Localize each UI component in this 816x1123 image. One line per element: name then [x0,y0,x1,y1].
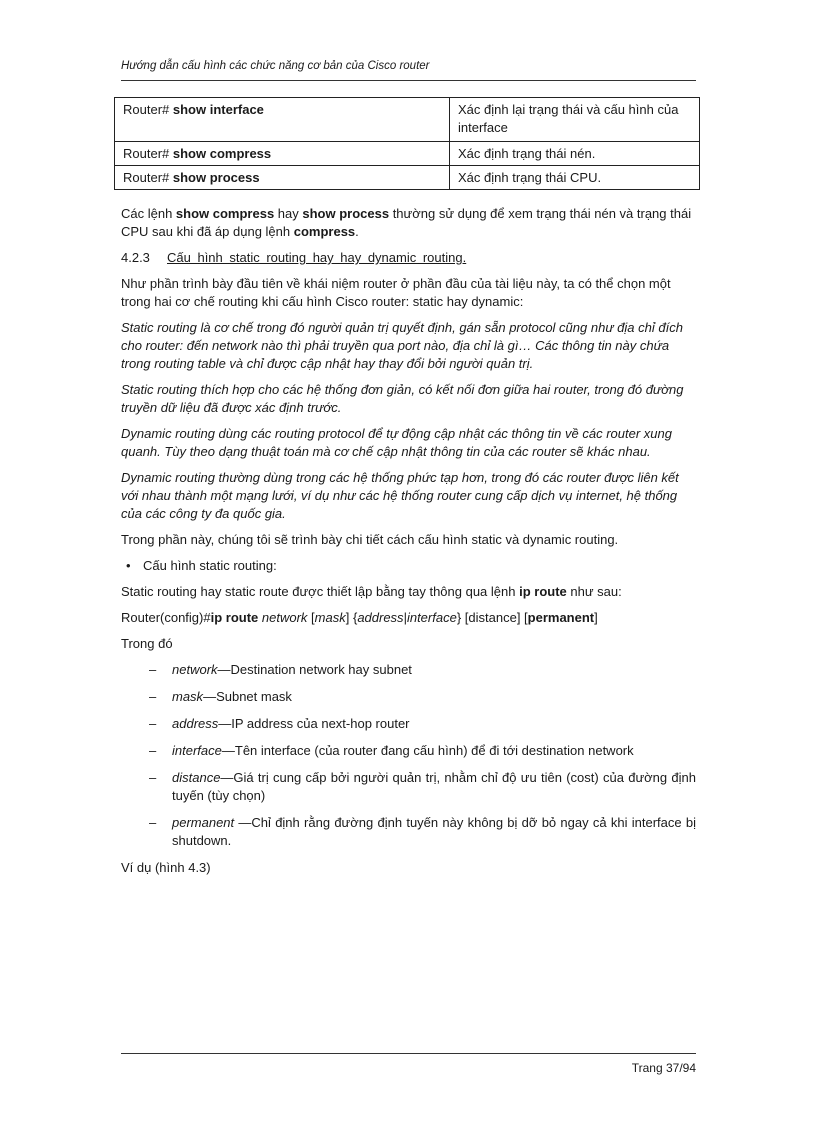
paragraph-example: Ví dụ (hình 4.3) [121,860,211,875]
paragraph-static-use: Static routing thích hợp cho các hệ thống đơn giản, có kết nối đơn giữa hai router, trong đó đường truyền dữ liệu đã được xác định trước. [121,382,684,415]
param-item: – distance—Giá trị cung cấp bởi người quản trị, nhằm chỉ độ ưu tiên (cost) của đường định tuyến (tùy chọn) [149,770,696,803]
command-prefix: Router# [123,170,173,185]
param-item: – permanent —Chỉ định rằng đường định tuyến này không bị dỡ bỏ ngay cả khi interface bị shutdown. [149,815,696,848]
command-cell [115,98,450,142]
paragraph-dynamic-routing: Dynamic routing dùng các routing protocol để tự động cập nhật các thông tin về các router xung quanh. Tùy theo dạng thuật toán mà cơ chế cập nhật thông tin của các router sẽ khác nhau. [121,426,672,459]
param-item: – mask—Subnet mask [149,689,292,704]
dash-icon: – [149,689,157,704]
section-heading [121,249,696,267]
paragraph-show-commands: Các lệnh show compress hay show process thường sử dụng để xem trạng thái nén và trạng thái CPU sau khi đã áp dụng lệnh compress. [121,206,692,239]
syntax-line: Router(config)#ip route network [mask] {address|interface} [distance] [permanent] [121,610,598,625]
paragraph-intro: Như phần trình bày đầu tiên về khái niệm router ở phần đầu của tài liệu này, ta có thể chọn một trong hai cơ chế routing khi cấu hình Cisco router: static hay dynamic: [121,276,671,309]
command-prefix: Router# [123,146,173,161]
table-row [115,142,700,166]
dash-icon: – [149,815,157,830]
description-cell: Xác định lại trạng thái và cấu hình của interface [450,98,700,142]
command-name: show compress [172,146,272,161]
command-cell [115,166,450,190]
command-prefix: Router# [123,102,173,117]
param-item: – network—Destination network hay subnet [149,662,412,677]
page-header: Hướng dẫn cấu hình các chức năng cơ bản của Cisco router [121,60,430,72]
table-row [115,166,700,190]
dash-icon: – [149,662,157,677]
header-rule [121,80,696,81]
paragraph-dynamic-use: Dynamic routing thường dùng trong các hệ thống phức tạp hơn, trong đó các router được liên kết với nhau thành một mạng lưới, ví dụ như các hệ thống router cung cấp dịch vụ internet, hệ thống của các công ty đa quốc gia. [121,470,679,521]
param-item: – interface—Tên interface (của router đang cấu hình) để đi tới destination network [149,743,634,758]
command-table [114,97,700,190]
paragraph-static-routing: Static routing là cơ chế trong đó người quản trị quyết định, gán sẵn protocol cũng như địa chỉ đích cho router: đến network nào thì phải truyền qua port nào, địa chỉ là gì… Các thông tin này chứa trong routing table và chỉ được cập nhật hay thay đổi bởi người quản trị. [121,320,683,371]
dash-icon: – [149,770,157,785]
page-number: Trang 37/94 [631,1061,696,1075]
param-item: – address—IP address của next-hop router [149,716,410,731]
dash-icon: – [149,743,157,758]
table-row [115,98,700,142]
paragraph-overview: Trong phần này, chúng tôi sẽ trình bày chi tiết cách cấu hình static và dynamic routing. [121,532,619,547]
command-name: show interface [172,102,264,117]
description-cell: Xác định trạng thái CPU. [450,166,700,190]
paragraph-where: Trong đó [121,636,173,651]
page-body [121,205,696,885]
footer-rule [121,1053,696,1054]
section-title: Cấu hình static routing hay hay dynamic routing. [167,250,467,265]
description-cell: Xác định trạng thái nén. [450,142,700,166]
paragraph-ip-route: Static routing hay static route được thiết lập bằng tay thông qua lệnh ip route như sau: [121,584,622,599]
command-cell [115,142,450,166]
command-name: show process [172,170,260,185]
section-number: 4.2.3 [121,250,150,265]
bullet-item: • Cấu hình static routing: [126,558,277,573]
bullet-icon: • [126,558,131,573]
dash-icon: – [149,716,157,731]
